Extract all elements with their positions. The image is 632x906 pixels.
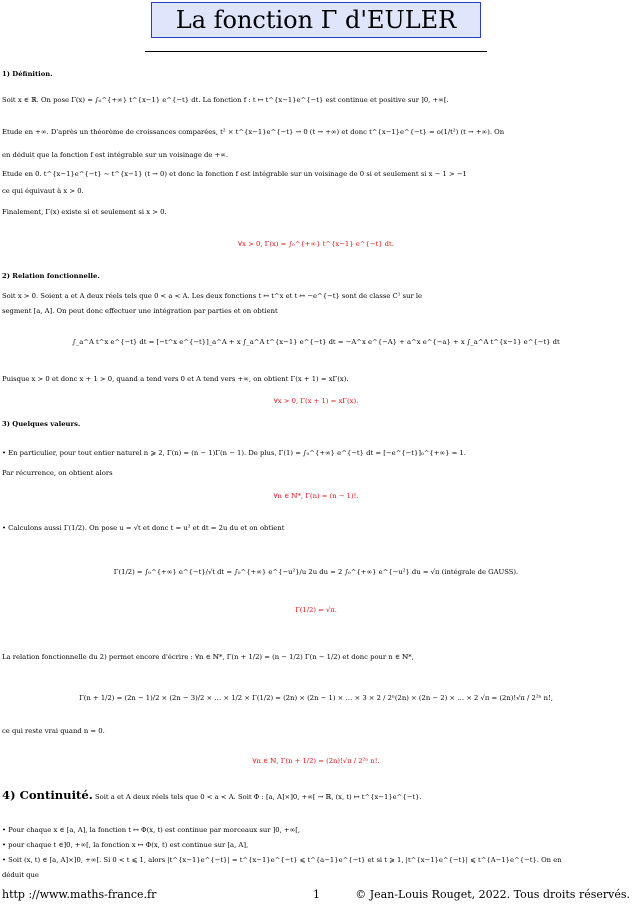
s1-line-3: en déduit que la fonction f est intégrable sur un voisinage de +∞. [2,151,229,159]
s4-bullet-1: • Pour chaque x ∈ [a, A], la fonction t ↦ Φ(x, t) est continue par morceaux sur ]0, +∞[, [2,826,301,834]
s1-line-4: Etude en 0. t^{x−1}e^{−t} ∼ t^{x−1} (t → 0) et donc la fonction f est intégrable sur un voisinage de 0 si et seulement si x − 1 > −1 [2,170,467,178]
page-title: La fonction Γ d'EULER [151,2,481,38]
s1-line-1: Soit x ∈ ℝ. On pose Γ(x) = ∫₀^{+∞} t^{x−1} e^{−t} dt. La fonction f : t ↦ t^{x−1}e^{−t} est continue et positive sur ]0, +∞[. [2,96,449,104]
section-3-heading: 3) Quelques valeurs. [2,420,81,428]
footer-url[interactable]: http ://www.maths-france.fr [2,888,157,901]
s2-line-1: Soit x > 0. Soient a et A deux réels tels que 0 < a < A. Les deux fonctions t ↦ t^x et t ↦ −e^{−t} sont de classe C¹ sur le [2,292,423,300]
s3-result-1: ∀n ∈ ℕ*, Γ(n) = (n − 1)!. [273,492,359,500]
s2-result: ∀x > 0, Γ(x + 1) = xΓ(x). [273,397,359,405]
s4-bullet-2: • pour chaque t ∈]0, +∞[, la fonction x ↦ Φ(x, t) est continue sur [a, A], [2,841,249,849]
section-2-heading: 2) Relation fonctionnelle. [2,272,100,280]
s3-line-3: • Calculons aussi Γ(1/2). On pose u = √t et donc t = u² et dt = 2u du et on obtient [2,524,285,532]
s2-line-2: segment [a, A]. On peut donc effectuer une intégration par parties et on obtient [2,307,278,315]
s3-line-4: La relation fonctionnelle du 2) permet encore d'écrire : ∀n ∈ ℕ*, Γ(n + 1/2) = (n − 1/2) Γ(n − 1/2) et donc pour n ∈ ℕ*, [2,653,414,661]
s3-result-3: ∀n ∈ ℕ, Γ(n + 1/2) = (2n)!√π / 2²ⁿ n!. [252,757,380,765]
s4-bullet-3: • Soit (x, t) ∈ [a, A]×]0, +∞[. Si 0 < t ⩽ 1, alors |t^{x−1}e^{−t}| = t^{x−1}e^{−t} ⩽ t^{a−1}e^{−t} et si t ⩾ 1, |t^{x−1}e^{−t}| ⩽ t^{A−1}e^{−t}. On en [2,856,562,864]
footer-copyright: © Jean-Louis Rouget, 2022. Tous droits réservés. [355,888,630,901]
section-4-line [2,788,632,805]
s1-line-6: Finalement, Γ(x) existe si et seulement si x > 0. [2,208,167,216]
s1-line-5: ce qui équivaut à x > 0. [2,187,84,195]
s3-result-2: Γ(1/2) = √π. [295,606,337,614]
s4-bullet-3-cont: déduit que [2,871,39,879]
section-4-heading: 4) Continuité. [2,788,93,802]
s2-equation: ∫_a^A t^x e^{−t} dt = [−t^x e^{−t}]_a^A + x ∫_a^A t^{x−1} e^{−t} dt = −A^x e^{−A} + a^x e^{−a} + x ∫_a^A t^{x−1} e^{−t} dt [72,338,560,346]
s3-equation-2: Γ(n + 1/2) = (2n − 1)/2 × (2n − 3)/2 × … × 1/2 × Γ(1/2) = (2n) × (2n − 1) × … × 3 × 2 / 2ⁿ(2n) × (2n − 2) × … × 2 √π = (2n)!√π / 2²ⁿ n!, [79,694,553,702]
s1-line-2: Etude en +∞. D'après un théorème de croissances comparées, t² × t^{x−1}e^{−t} → 0 (t → +∞) et donc t^{x−1}e^{−t} = o(1/t²) (t → +∞). On [2,128,505,136]
s1-result: ∀x > 0, Γ(x) = ∫₀^{+∞} t^{x−1} e^{−t} dt. [238,240,394,248]
section-1-heading: 1) Définition. [2,70,53,78]
title-divider [145,51,487,52]
footer-page-number: 1 [313,888,320,901]
s4-intro: Soit a et A deux réels tels que 0 < a < A. Soit Φ : [a, A]×]0, +∞[ → ℝ, (x, t) ↦ t^{x−1}e^{−t}. [94,793,422,801]
s3-line-1: • En particulier, pour tout entier naturel n ⩾ 2, Γ(n) = (n − 1)Γ(n − 1). De plus, Γ(1) = ∫₀^{+∞} e^{−t} dt = [−e^{−t}]₀^{+∞} = 1. [2,449,466,457]
s2-line-3: Puisque x > 0 et donc x + 1 > 0, quand a tend vers 0 et A tend vers +∞, on obtient Γ(x + 1) = xΓ(x). [2,375,349,383]
s3-line-2: Par récurrence, on obtient alors [2,469,113,477]
s3-equation-1: Γ(1/2) = ∫₀^{+∞} e^{−t}/√t dt = ∫₀^{+∞} e^{−u²}/u 2u du = 2 ∫₀^{+∞} e^{−u²} du = √π (intégrale de GAUSS). [113,568,519,576]
s3-line-5: ce qui reste vrai quand n = 0. [2,727,105,735]
